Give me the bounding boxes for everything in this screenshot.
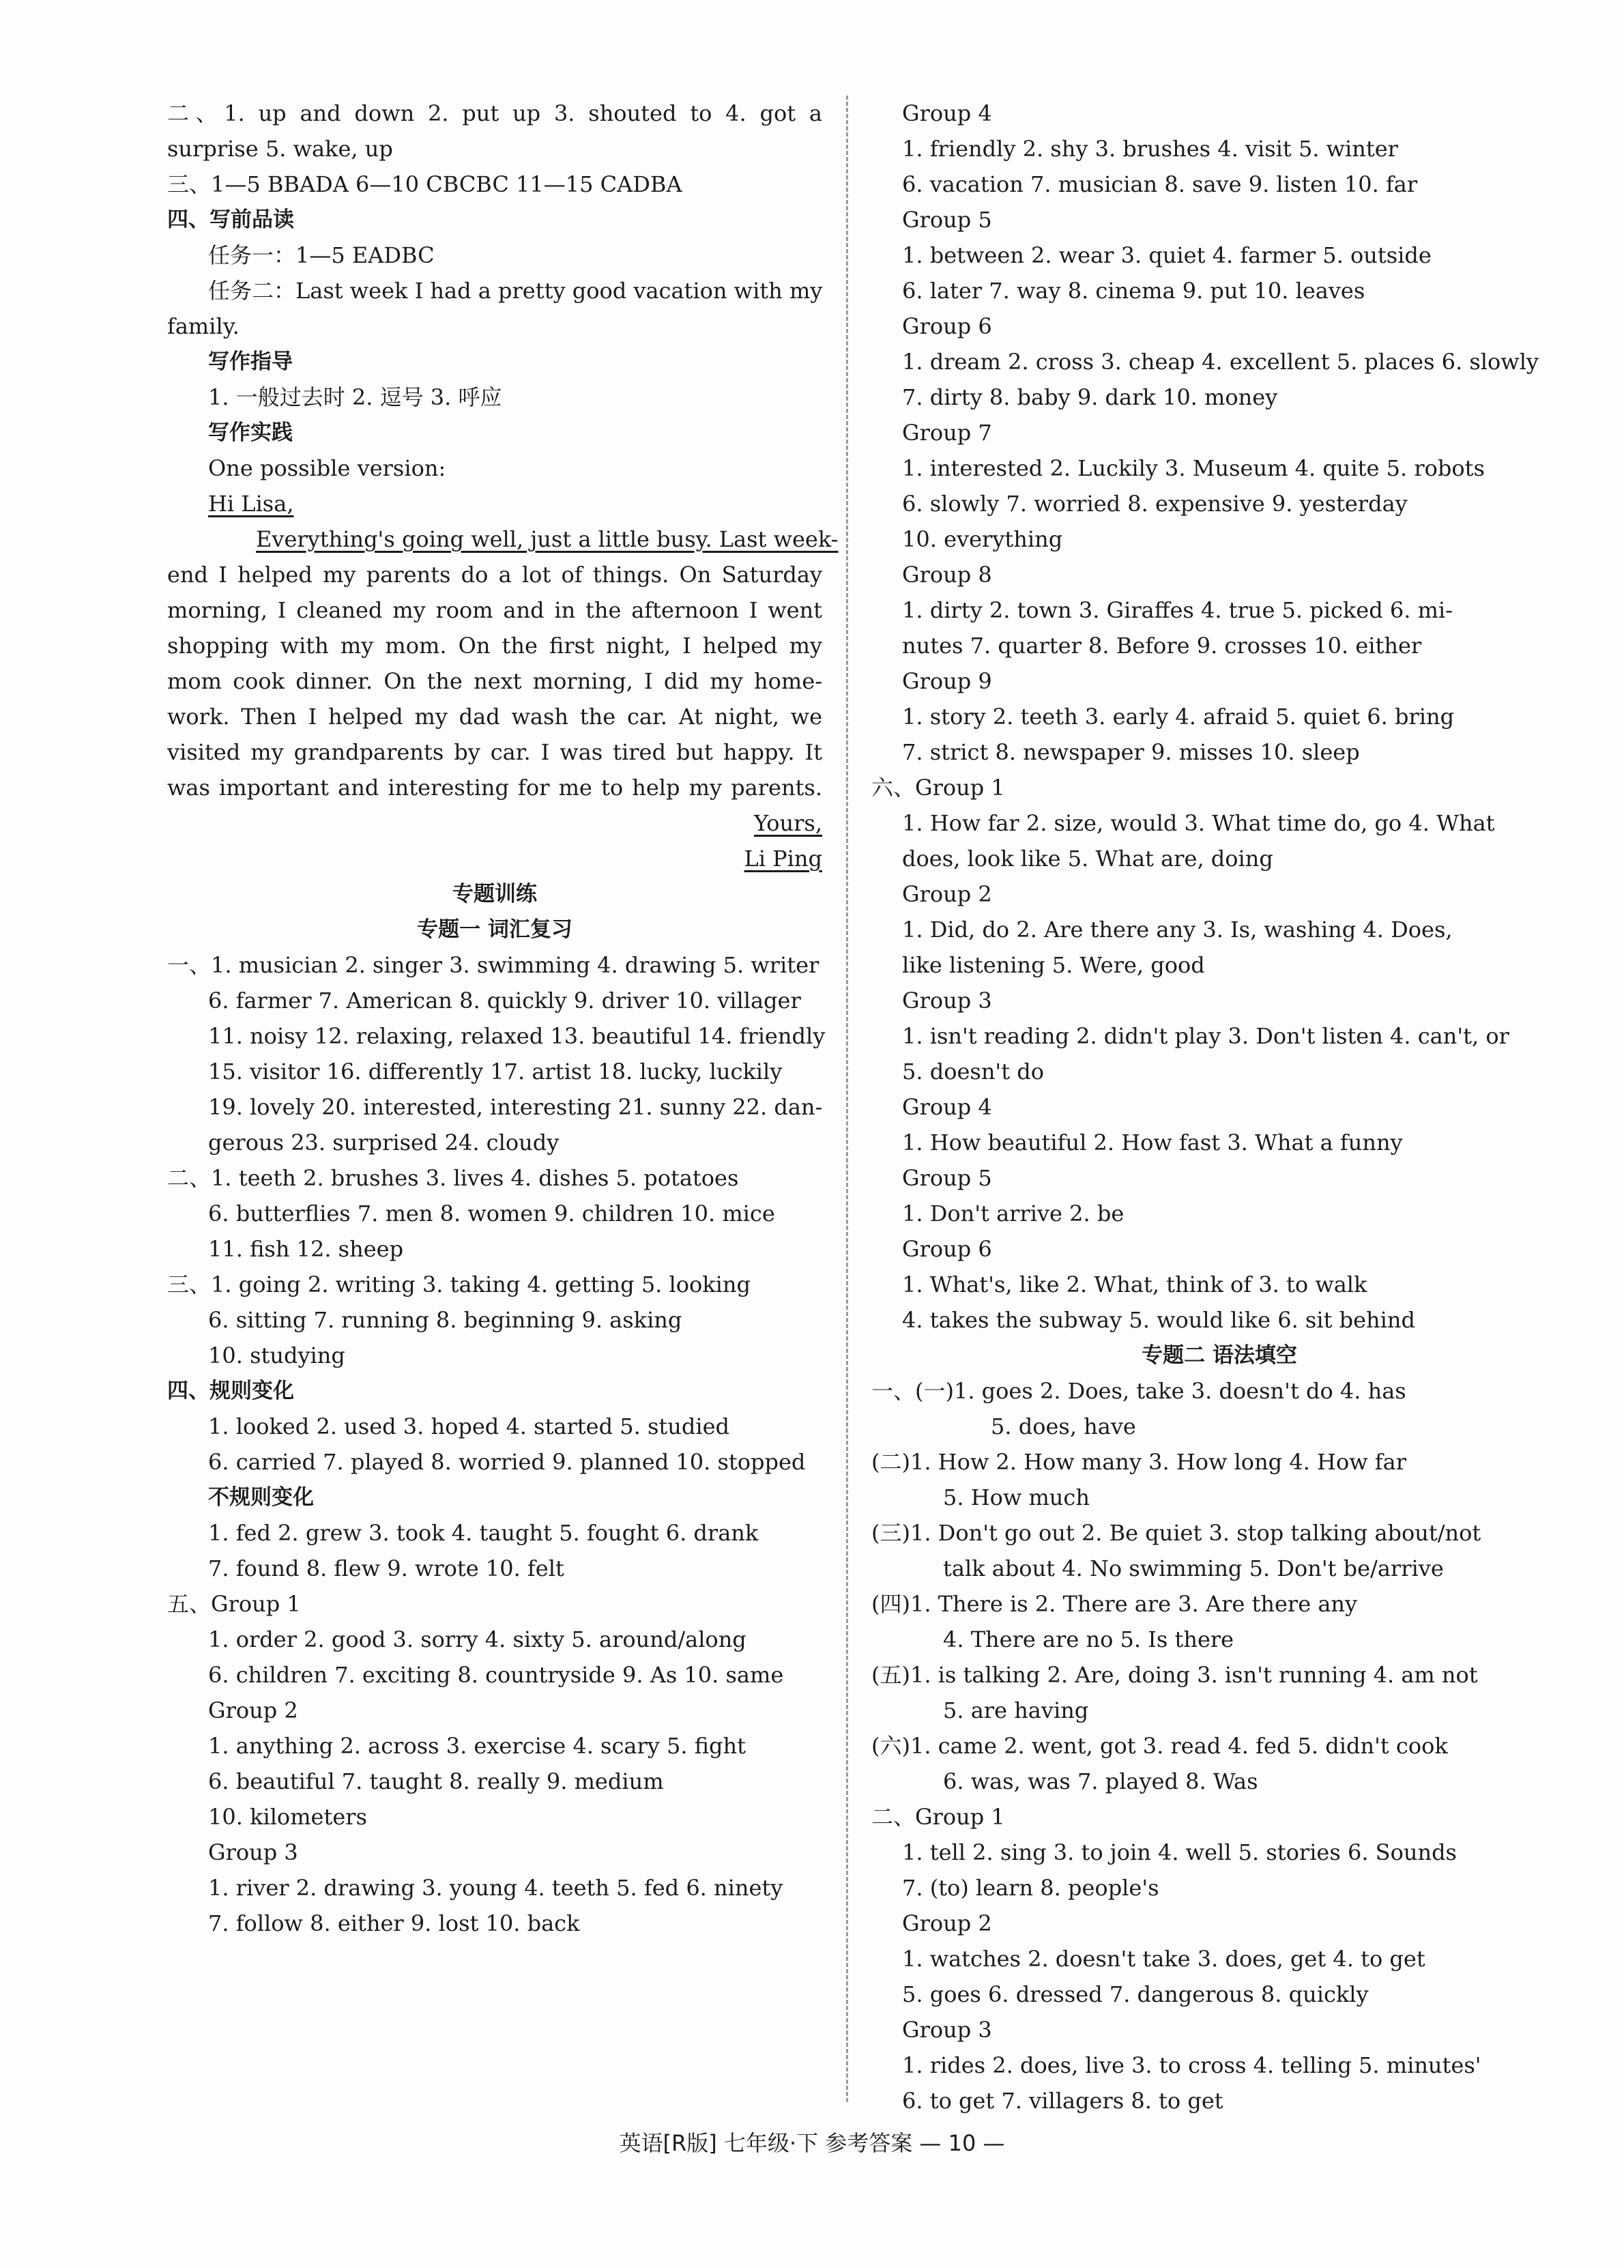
answer-text: 6. farmer 7. American 8. quickly 9. driver 10. villager (208, 988, 801, 1014)
answer-text: 6. children 7. exciting 8. countryside 9. As 10. same (208, 1662, 784, 1688)
answer-line (902, 592, 1537, 628)
answer-line (902, 1054, 1537, 1089)
answer-line (167, 238, 822, 273)
answer-text: Group 8 (902, 562, 992, 588)
answer-text: Li Ping (744, 846, 822, 872)
answer-line (167, 273, 822, 308)
answer-text: One possible version: (208, 455, 446, 481)
answer-line (902, 1941, 1537, 1977)
answer-text: 7. strict 8. newspaper 9. misses 10. sleep (902, 739, 1360, 765)
answer-line (167, 770, 822, 805)
answer-text: 1. friendly 2. shy 3. brushes 4. visit 5. winter (902, 136, 1398, 162)
answer-line (902, 1160, 1537, 1196)
answer-text: Group 4 (902, 100, 992, 126)
answer-line (167, 450, 822, 486)
answer-text: Group 5 (902, 207, 992, 233)
answer-line (167, 202, 822, 238)
answer-text: Group 7 (902, 420, 992, 446)
answer-text: 11. noisy 12. relaxing, relaxed 13. beautiful 14. friendly (208, 1023, 826, 1049)
answer-text: Everything's going well, just a little busy. Last week- (256, 526, 839, 552)
answer-line (871, 1657, 1537, 1693)
answer-line (902, 699, 1537, 734)
answer-line (167, 1018, 826, 1054)
answer-text: Hi Lisa, (208, 491, 294, 517)
answer-line (902, 876, 1537, 912)
answer-line (167, 628, 822, 663)
answer-line (902, 912, 1537, 947)
answer-text: 10. kilometers (208, 1804, 367, 1830)
answer-text: 6. carried 7. played 8. worried 9. planned 10. stopped (208, 1449, 806, 1475)
answer-line (167, 1409, 822, 1444)
answer-line (902, 1977, 1537, 2012)
answer-line (871, 1515, 1537, 1551)
answer-text: nutes 7. quarter 8. Before 9. crosses 10. either (902, 633, 1422, 659)
answer-text: family. (167, 313, 240, 339)
answer-line (902, 628, 1537, 663)
answer-text: Group 9 (902, 668, 992, 694)
answer-line (902, 2083, 1537, 2119)
answer-text: 1. Did, do 2. Are there any 3. Is, washing 4. Does, (902, 917, 1453, 943)
answer-line (902, 557, 1537, 592)
answer-text: 1. dream 2. cross 3. cheap 4. excellent 5. places 6. slowly (902, 349, 1539, 375)
answer-text: 6. butterflies 7. men 8. women 9. children 10. mice (208, 1201, 775, 1226)
answer-text: 10. studying (208, 1343, 345, 1368)
answer-text: (三)1. Don't go out 2. Be quiet 3. stop talking about/not (871, 1520, 1481, 1546)
answer-line (902, 167, 1537, 202)
answer-text: 1. fed 2. grew 3. took 4. taught 5. fought 6. drank (208, 1520, 759, 1546)
answer-line (167, 1444, 822, 1480)
answer-text: 6. vacation 7. musician 8. save 9. listen 10. far (902, 171, 1418, 197)
answer-line (167, 1657, 822, 1693)
answer-text: 写作实践 (208, 420, 293, 445)
answer-line (902, 841, 1537, 876)
answer-text: 1. looked 2. used 3. hoped 4. started 5. studied (208, 1413, 729, 1439)
answer-line (167, 1231, 822, 1267)
answer-line (167, 699, 822, 734)
answer-line (167, 1835, 822, 1870)
answer-line (902, 1906, 1537, 1941)
answer-text: 6. was, was 7. played 8. Was (943, 1768, 1258, 1794)
answer-line (167, 1764, 822, 1799)
answer-line (167, 167, 822, 202)
answer-text: 4. There are no 5. Is there (943, 1626, 1234, 1652)
answer-line (167, 983, 822, 1018)
answer-text: 1. rides 2. does, live 3. to cross 4. telling 5. minutes' (902, 2052, 1481, 2078)
answer-line (167, 876, 822, 912)
answer-text: 二、Group 1 (871, 1804, 1005, 1830)
answer-text: 1. tell 2. sing 3. to join 4. well 5. stories 6. Sounds (902, 1839, 1457, 1865)
answer-line (902, 983, 1537, 1018)
left-column (167, 96, 839, 1941)
answer-text: 7. (to) learn 8. people's (902, 1875, 1159, 1901)
answer-text: Group 2 (208, 1697, 298, 1723)
answer-line (902, 379, 1537, 415)
answer-text: 1. isn't reading 2. didn't play 3. Don't listen 4. can't, or (902, 1023, 1509, 1049)
answer-text: 15. visitor 16. differently 17. artist 18. lucky, luckily (208, 1059, 783, 1085)
answer-text: 11. fish 12. sheep (208, 1236, 404, 1262)
answer-line (167, 1799, 822, 1835)
answer-line (167, 805, 822, 841)
answer-line (167, 734, 822, 770)
answer-text: 专题训练 (452, 882, 537, 906)
answer-text: Group 2 (902, 1910, 992, 1936)
answer-text: surprise 5. wake, up (167, 136, 393, 162)
answer-text: 1. river 2. drawing 3. young 4. teeth 5. fed 6. ninety (208, 1875, 783, 1901)
answer-line (167, 344, 822, 379)
answer-text: Group 6 (902, 1236, 992, 1262)
answer-line (167, 96, 822, 131)
answer-text: 19. lovely 20. interested, interesting 21. sunny 22. dan- (208, 1094, 823, 1120)
answer-line (902, 344, 1537, 379)
answer-text: 5. does, have (991, 1413, 1136, 1439)
answer-line (902, 1196, 1537, 1231)
answer-text: visited my grandparents by car. I was tired but happy. It (167, 739, 822, 765)
answer-text: 1. Don't arrive 2. be (902, 1201, 1125, 1226)
answer-line (902, 2048, 1537, 2083)
answer-line (902, 450, 1537, 486)
answer-line (167, 557, 822, 592)
answer-text: end I helped my parents do a lot of things. On Saturday (167, 562, 822, 588)
answer-text: 6. later 7. way 8. cinema 9. put 10. leaves (902, 278, 1365, 304)
answer-text: 专题二 语法填空 (1142, 1343, 1297, 1368)
answer-line (167, 1622, 822, 1657)
answer-line (167, 1551, 822, 1586)
answer-line (167, 1693, 822, 1728)
answer-line (902, 238, 1537, 273)
answer-text: does, look like 5. What are, doing (902, 846, 1273, 872)
answer-text: 7. found 8. flew 9. wrote 10. felt (208, 1555, 564, 1581)
answer-line (902, 131, 1537, 167)
answer-line (871, 1373, 1537, 1409)
answer-text: 6. slowly 7. worried 8. expensive 9. yesterday (902, 491, 1408, 517)
answer-line (167, 308, 822, 344)
answer-text: talk about 4. No swimming 5. Don't be/arrive (943, 1555, 1444, 1581)
answer-text: Group 4 (902, 1094, 992, 1120)
answer-text: 6. sitting 7. running 8. beginning 9. asking (208, 1307, 682, 1333)
answer-text: 四、写前品读 (167, 207, 294, 232)
answer-line (902, 947, 1537, 983)
answer-line (167, 947, 822, 983)
answer-line (167, 1515, 822, 1551)
answer-line (871, 1444, 1537, 1480)
answer-text: 5. goes 6. dressed 7. dangerous 8. quickly (902, 1981, 1369, 2007)
answer-line (167, 1338, 822, 1373)
answer-text: 1. How beautiful 2. How fast 3. What a funny (902, 1130, 1403, 1155)
answer-text: 任务二：Last week I had a pretty good vacation with my (208, 278, 823, 304)
answer-line (167, 1054, 822, 1089)
answer-text: 4. takes the subway 5. would like 6. sit behind (902, 1307, 1415, 1333)
answer-text: 5. How much (943, 1484, 1090, 1510)
answer-line (902, 1267, 1537, 1302)
answer-text: 6. to get 7. villagers 8. to get (902, 2088, 1223, 2114)
answer-text: 10. everything (902, 526, 1063, 552)
answer-line (902, 1764, 1537, 1799)
answer-text: Group 3 (208, 1839, 298, 1865)
answer-line (871, 770, 1537, 805)
column-divider (846, 96, 848, 2102)
answer-text: 一、1. musician 2. singer 3. swimming 4. drawing 5. writer (167, 952, 820, 978)
answer-line (871, 1586, 1537, 1622)
answer-line (167, 1302, 822, 1338)
answer-line (167, 1125, 822, 1160)
answer-line (167, 486, 822, 521)
answer-text: 任务一：1—5 EADBC (208, 242, 435, 268)
answer-line (902, 1302, 1537, 1338)
answer-line (902, 202, 1537, 238)
answer-text: 1. story 2. teeth 3. early 4. afraid 5. quiet 6. bring (902, 704, 1455, 730)
answer-text: 1. between 2. wear 3. quiet 4. farmer 5. outside (902, 242, 1432, 268)
answer-text: 5. doesn't do (902, 1059, 1044, 1085)
answer-line (902, 1551, 1537, 1586)
answer-text: 四、规则变化 (167, 1379, 294, 1403)
answer-line (167, 1089, 822, 1125)
page-footer: 英语[R版] 七年级·下 参考答案 — 10 — (619, 2130, 1005, 2156)
answer-text: 7. dirty 8. baby 9. dark 10. money (902, 384, 1278, 410)
answer-line (902, 2012, 1537, 2048)
answer-text: 1. watches 2. doesn't take 3. does, get 4. to get (902, 1946, 1425, 1972)
answer-text: Yours, (753, 810, 822, 836)
answer-line (902, 805, 1537, 841)
answer-text: (五)1. is talking 2. Are, doing 3. isn't running 4. am not (871, 1662, 1478, 1688)
answer-line (902, 1870, 1537, 1906)
answer-text: was important and interesting for me to help my parents. (167, 775, 822, 801)
answer-line (167, 1267, 822, 1302)
answer-line (902, 1018, 1537, 1054)
answer-line (902, 1089, 1537, 1125)
answer-line (167, 1728, 822, 1764)
answer-line (167, 1870, 822, 1906)
answer-line (167, 131, 822, 167)
answer-text: (四)1. There is 2. There are 3. Are there any (871, 1591, 1358, 1617)
answer-line (902, 1835, 1537, 1870)
answer-text: 1. order 2. good 3. sorry 4. sixty 5. around/along (208, 1626, 746, 1652)
answer-line (167, 1586, 822, 1622)
answer-text: 7. follow 8. either 9. lost 10. back (208, 1910, 580, 1936)
answer-line (902, 96, 1537, 131)
answer-text: 1. 一般过去时 2. 逗号 3. 呼应 (208, 384, 502, 410)
answer-line (902, 1338, 1537, 1373)
answer-line (167, 1480, 822, 1515)
answer-text: 1. interested 2. Luckily 3. Museum 4. quite 5. robots (902, 455, 1485, 481)
answer-text: work. Then I helped my dad wash the car. At night, we (167, 704, 822, 730)
answer-line (902, 486, 1537, 521)
answer-text: 不规则变化 (208, 1485, 314, 1510)
answer-text: 1. How far 2. size, would 3. What time do, go 4. What (902, 810, 1495, 836)
answer-text: 1. anything 2. across 3. exercise 4. scary 5. fight (208, 1733, 746, 1759)
answer-text: (六)1. came 2. went, got 3. read 4. fed 5. didn't cook (871, 1733, 1448, 1759)
answer-text: 一、(一)1. goes 2. Does, take 3. doesn't do 4. has (871, 1378, 1406, 1404)
answer-text: 三、1—5 BBADA 6—10 CBCBC 11—15 CADBA (167, 171, 682, 197)
answer-text: 6. beautiful 7. taught 8. really 9. medium (208, 1768, 664, 1794)
answer-line (902, 308, 1537, 344)
answer-line (167, 912, 822, 947)
answer-line (167, 415, 822, 450)
right-column (871, 96, 1539, 2119)
answer-text: 5. are having (943, 1697, 1089, 1723)
answer-text: 1. What's, like 2. What, think of 3. to walk (902, 1272, 1367, 1297)
answer-line (902, 1693, 1537, 1728)
answer-text: 二、1. teeth 2. brushes 3. lives 4. dishes 5. potatoes (167, 1165, 739, 1191)
answer-line (871, 1728, 1537, 1764)
answer-line (902, 1231, 1537, 1267)
answer-line (167, 663, 822, 699)
answer-line (167, 1373, 822, 1409)
answer-line (902, 1125, 1537, 1160)
answer-line (167, 1906, 822, 1941)
answer-text: Group 3 (902, 2017, 992, 2043)
answer-text: 五、Group 1 (167, 1591, 301, 1617)
answer-line (902, 415, 1537, 450)
answer-text: 三、1. going 2. writing 3. taking 4. getting 5. looking (167, 1272, 751, 1297)
answer-text: 1. dirty 2. town 3. Giraffes 4. true 5. picked 6. mi- (902, 597, 1453, 623)
answer-text: gerous 23. surprised 24. cloudy (208, 1130, 560, 1155)
answer-line (167, 521, 839, 557)
answer-line (167, 592, 822, 628)
answer-text: 写作指导 (208, 349, 293, 374)
answer-text: mom cook dinner. On the next morning, I did my home- (167, 668, 822, 694)
answer-text: 专题一 词汇复习 (417, 917, 572, 942)
answer-line (902, 663, 1537, 699)
answer-line (902, 734, 1537, 770)
answer-line (902, 1622, 1537, 1657)
answer-line (902, 1409, 1537, 1444)
answer-text: 六、Group 1 (871, 775, 1005, 801)
answer-line (167, 1160, 822, 1196)
answer-text: (二)1. How 2. How many 3. How long 4. How far (871, 1449, 1406, 1475)
answer-text: Group 5 (902, 1165, 992, 1191)
answer-line (167, 379, 822, 415)
answer-text: Group 6 (902, 313, 992, 339)
answer-line (167, 841, 822, 876)
answer-text: Group 3 (902, 988, 992, 1014)
answer-text: Group 2 (902, 881, 992, 907)
answer-line (167, 1196, 822, 1231)
answer-text: like listening 5. Were, good (902, 952, 1205, 978)
answer-line (902, 1480, 1537, 1515)
answer-text: shopping with my mom. On the first night, I helped my (167, 633, 822, 659)
answer-line (871, 1799, 1537, 1835)
answer-line (902, 273, 1537, 308)
answer-text: morning, I cleaned my room and in the afternoon I went (167, 597, 822, 623)
answer-line (902, 521, 1537, 557)
answer-text: 二、1. up and down 2. put up 3. shouted to 4. got a (167, 100, 822, 126)
